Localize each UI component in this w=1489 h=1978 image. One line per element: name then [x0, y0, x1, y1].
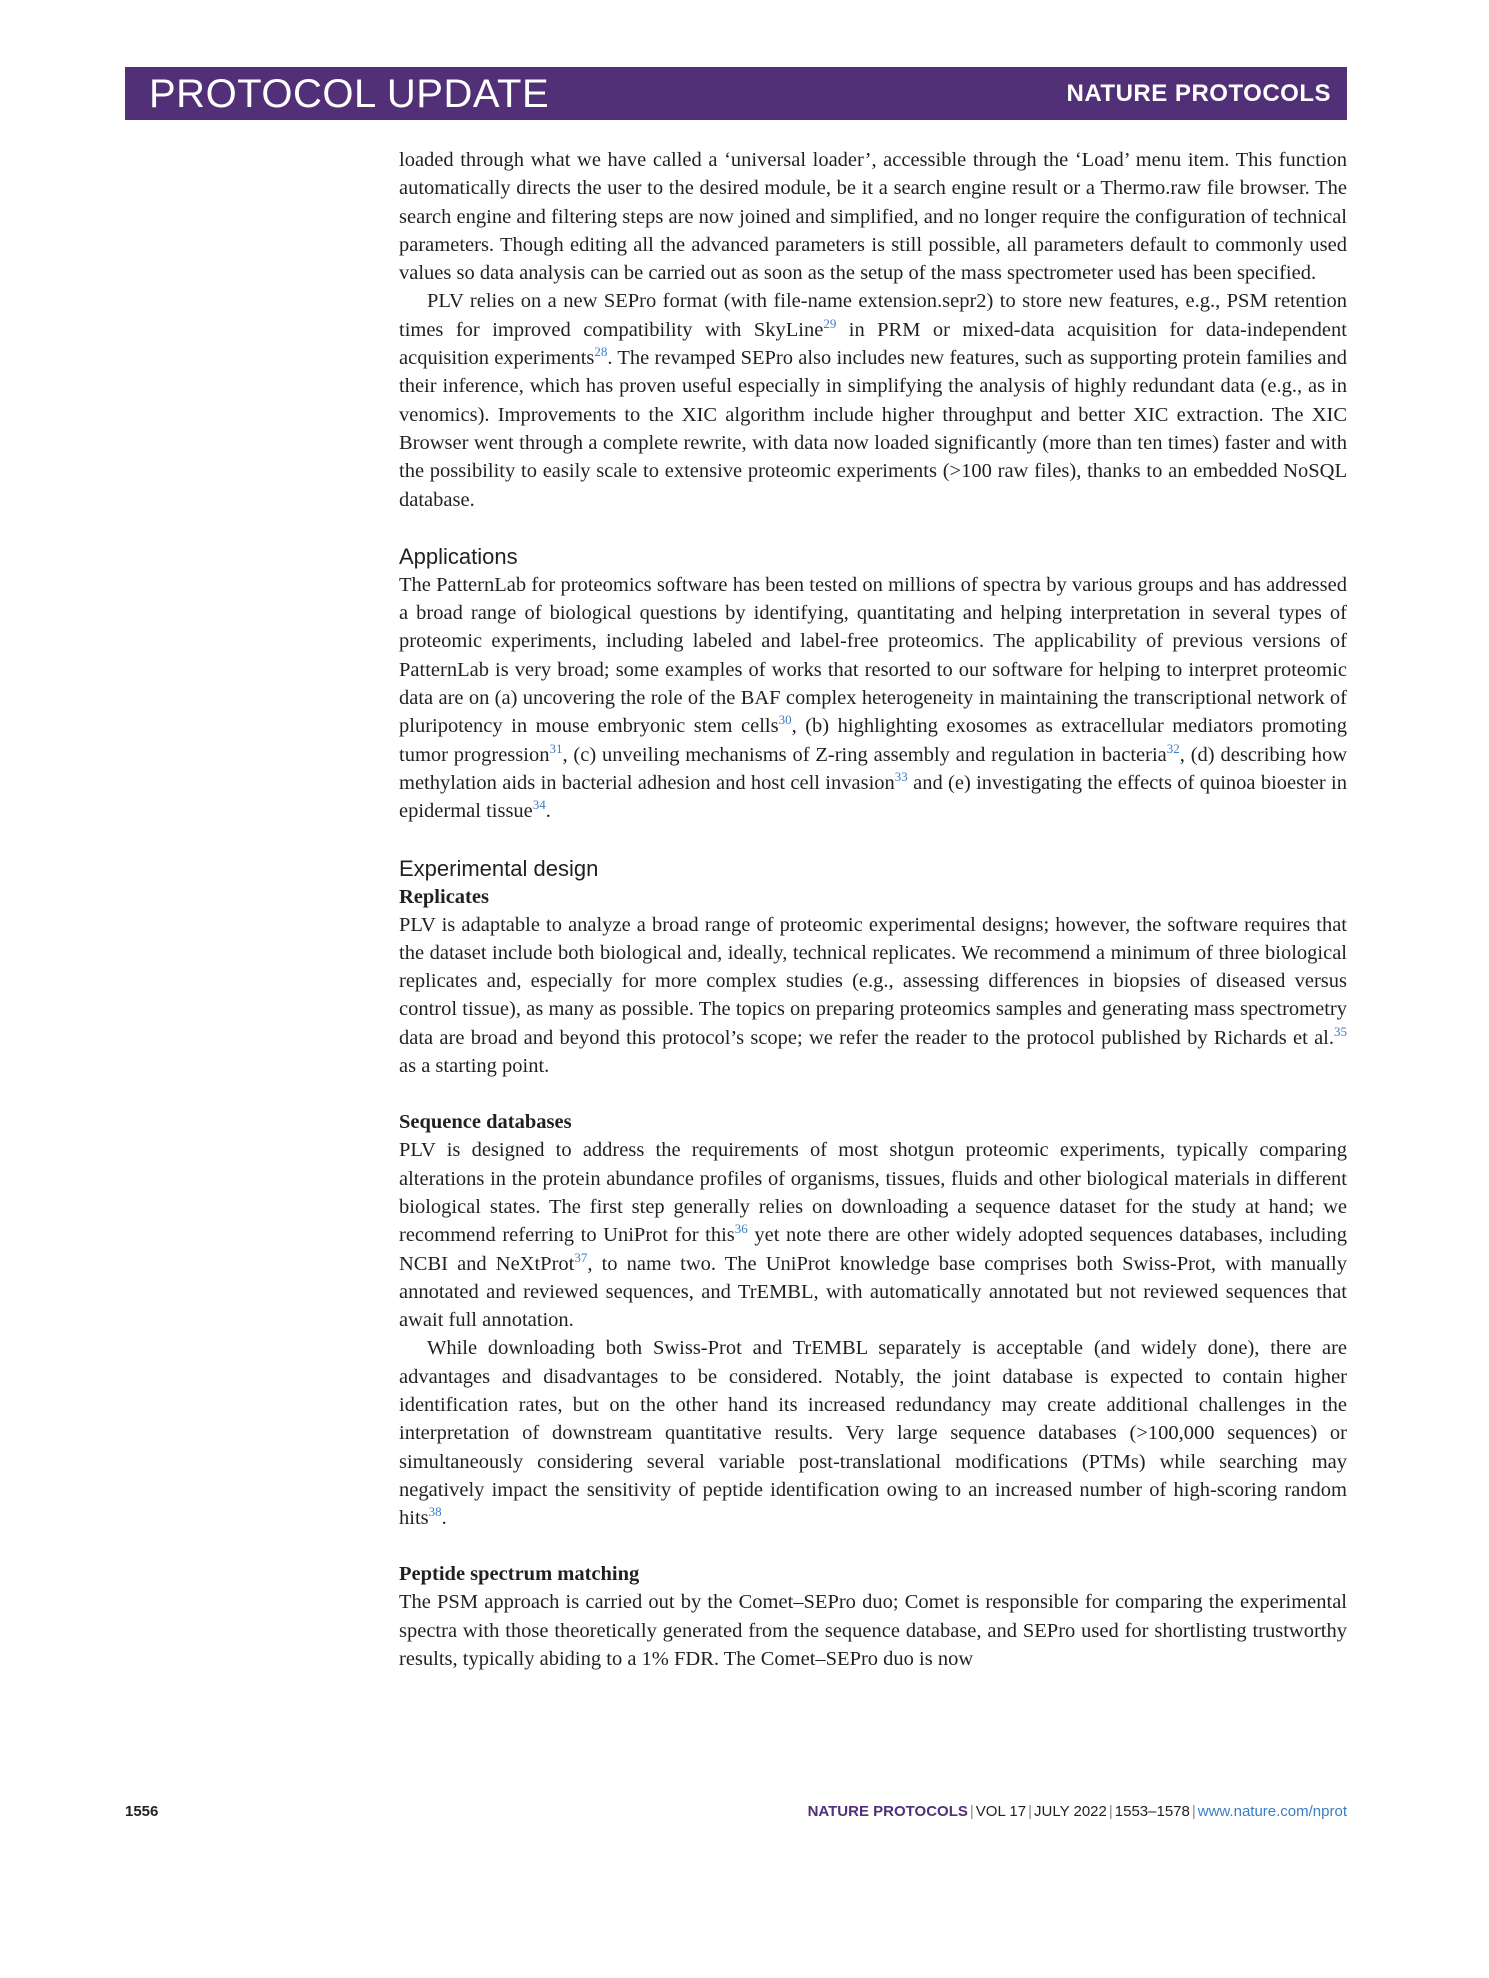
footer-pages: 1553–1578 [1114, 1803, 1190, 1820]
journal-label: NATURE PROTOCOLS [1066, 79, 1331, 107]
article-body [399, 146, 1347, 1673]
paragraph-universal-loader: loaded through what we have called a ‘universal loader’, accessible through the ‘Load’ menu item. This function automatically directs the user to the desired module, be it a search engine result or a Thermo.raw file browser. The search engine and filtering steps are now joined and simplified, and no longer require the configuration of technical parameters. Though editing all the advanced parameters is still possible, all parameters default to commonly used values so data analysis can be carried out as soon as the setup of the mass spectrometer used has been specified. [399, 149, 1347, 285]
separator: | [1028, 1803, 1033, 1820]
footer-citation [808, 1803, 1347, 1820]
text-run: PLV relies on a new SEPro format (with file-name extension.sepr2) to store new features, e.g., PSM retention times for improved compatibility with SkyLine [399, 290, 1347, 341]
citation-29[interactable]: 29 [823, 315, 837, 331]
text-run: . The revamped SEPro also includes new features, such as supporting protein families and their inference, which has proven useful especially in simplifying the analysis of highly redundant data (e.g., as in venomics). Improvements to the XIC algorithm include higher throughput and better XIC extraction. The XIC Browser went through a complete rewrite, with data now loaded significantly (more than ten times) faster and with the possibility to easily scale to extensive proteomic experiments (>100 raw files), thanks to an embedded NoSQL database. [399, 347, 1347, 511]
paragraph-sepro-format [399, 287, 1347, 513]
citation-34[interactable]: 34 [532, 797, 546, 813]
page-number: 1556 [125, 1803, 159, 1820]
text-run: in PRM or mixed-data acquisition for data-independent acquisition experiments [399, 318, 1347, 370]
paragraph-sequence-databases-1 [399, 1136, 1347, 1334]
text-run: yet note there are other widely adopted sequences databases, including NCBI and NeXtProt [399, 1224, 1348, 1275]
subheading-replicates: Replicates [399, 885, 489, 908]
citation-28[interactable]: 28 [594, 344, 608, 360]
footer-date: JULY 2022 [1034, 1803, 1107, 1820]
citation-33[interactable]: 33 [894, 769, 908, 785]
subheading-sequence-databases: Sequence databases [399, 1111, 572, 1134]
text-run: , to name two. The UniProt knowledge base comprises both Swiss-Prot, with manually annotated and reviewed sequences, and TrEMBL, with automatically annotated but not reviewed sequences that await full annotation. [399, 1252, 1347, 1332]
text-run: , (b) highlighting exosomes as extracellular mediators promoting tumor progression [399, 715, 1347, 766]
heading-applications: Applications [399, 543, 518, 569]
text-run: PLV is designed to address the requirements of most shotgun proteomic experiments, typically comparing alterations in the protein abundance profiles of organisms, tissues, fluids and other biological materials in different biological states. The first step generally relies on downloading a sequence dataset for the study at hand; we recommend referring to UniProt for this [399, 1139, 1347, 1247]
footer-volume: VOL 17 [975, 1803, 1027, 1820]
citation-31[interactable]: 31 [549, 740, 563, 756]
footer-url-link[interactable]: www.nature.com/nprot [1197, 1803, 1347, 1820]
text-run: as a starting point. [399, 1055, 550, 1078]
paragraph-sequence-databases-2 [399, 1334, 1347, 1532]
separator: | [1191, 1803, 1196, 1820]
citation-36[interactable]: 36 [734, 1221, 748, 1237]
page-header [125, 67, 1347, 120]
text-run: . [441, 1507, 447, 1530]
text-run: The PatternLab for proteomics software has been tested on millions of spectra by various groups and has addressed a broad range of biological questions by identifying, quantitating and helping interpretation in several types of proteomic experiments, including labeled and label-free proteomics. The applicability of previous versions of PatternLab is very broad; some examples of works that resorted to our software for helping to interpret proteomic data are on (a) uncovering the role of the BAF complex heterogeneity in maintaining the transcriptional network of pluripotency in mouse embryonic stem cells [399, 573, 1347, 738]
citation-38[interactable]: 38 [428, 1504, 442, 1520]
separator: | [969, 1803, 974, 1820]
citation-30[interactable]: 30 [778, 712, 792, 728]
citation-35[interactable]: 35 [1334, 1023, 1347, 1039]
text-run: , (c) unveiling mechanisms of Z-ring assembly and regulation in bacteria [562, 743, 1167, 766]
paragraph-applications [399, 571, 1347, 826]
text-run: . [545, 800, 551, 823]
footer-journal: NATURE PROTOCOLS [807, 1803, 968, 1820]
text-run: and (e) investigating the effects of quinoa bioester in epidermal tissue [399, 771, 1347, 823]
text-run: PLV is adaptable to analyze a broad range of proteomic experimental designs; however, the software requires that the dataset include both biological and, ideally, technical replicates. We recommend a minimum of three biological replicates and, especially for more complex studies (e.g., assessing differences in biopsies of diseased versus control tissue), as many as possible. The topics on preparing proteomics samples and generating mass spectrometry data are broad and beyond this protocol’s scope; we refer the reader to the protocol published by Richards et al. [399, 913, 1347, 1049]
heading-experimental-design: Experimental design [399, 855, 599, 881]
citation-37[interactable]: 37 [574, 1249, 588, 1265]
subheading-peptide-spectrum-matching: Peptide spectrum matching [399, 1563, 640, 1586]
text-run: , (d) describing how methylation aids in bacterial adhesion and host cell invasion [399, 743, 1348, 794]
text-run: While downloading both Swiss-Prot and TrEMBL separately is acceptable (and widely done), there are advantages and disadvantages to be considered. Notably, the joint database is expected to contain higher identification rates, but on the other hand its increased redundancy may create additional challenges in the interpretation of downstream quantitative results. Very large sequence databases (>100,000 sequences) or simultaneously considering several variable post-translational modifications (PTMs) while searching may negatively impact the sensitivity of peptide identification owing to an increased number of high-scoring random hits [399, 1337, 1347, 1530]
citation-32[interactable]: 32 [1166, 740, 1180, 756]
separator: | [1108, 1803, 1113, 1820]
paragraph-psm: The PSM approach is carried out by the Comet–SEPro duo; Comet is responsible for comparing the experimental spectra with those theoretically generated from the sequence database, and SEPro used for shortlisting trustworthy results, typically abiding to a 1% FDR. The Comet–SEPro duo is now [399, 1591, 1347, 1671]
paragraph-replicates [399, 911, 1347, 1081]
section-label: PROTOCOL UPDATE [149, 71, 550, 116]
